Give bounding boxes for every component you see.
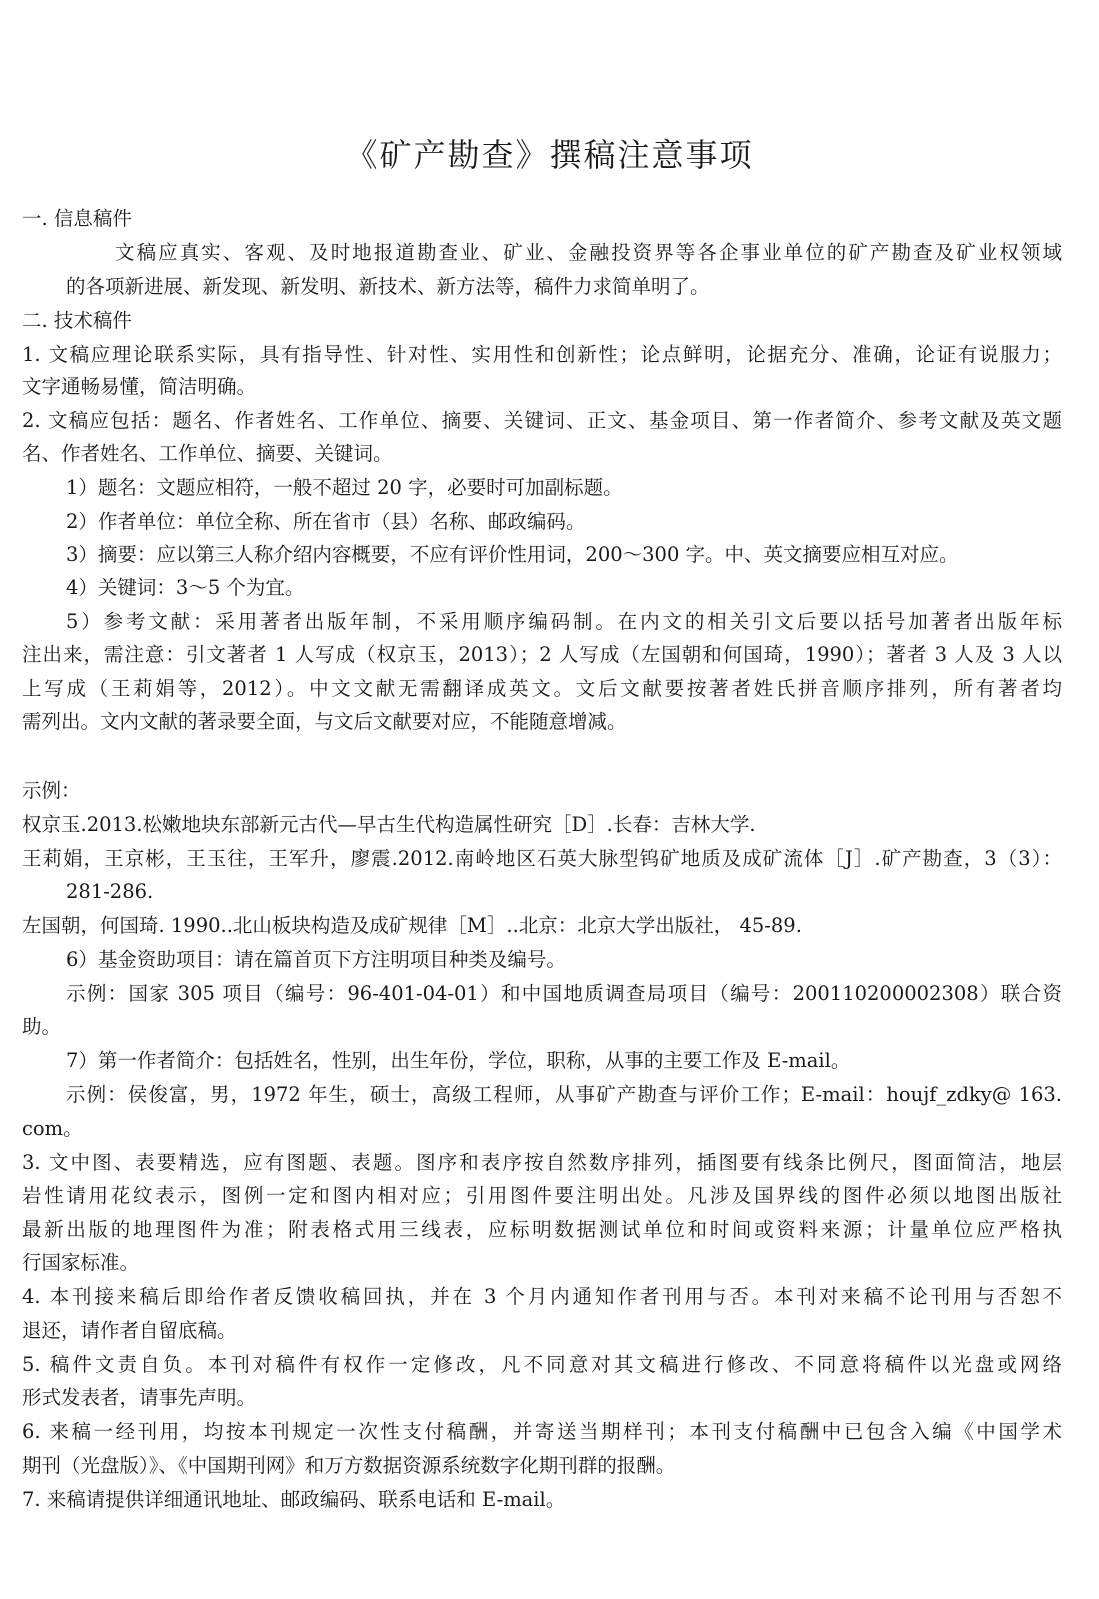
text-line: 名、作者姓名、工作单位、摘要、关键词。: [22, 442, 393, 465]
page-title: 《矿产勘查》撰稿注意事项: [345, 136, 754, 174]
text-line: 形式发表者，请事先声明。: [22, 1386, 257, 1409]
text-line: 二. 技术稿件: [22, 309, 132, 332]
text-line: 助。: [22, 1015, 62, 1038]
text-line: 最新出版的地理图件为准；附表格式用三线表，应标明数据测试单位和时间或资料来源；计量单位应严格执: [22, 1218, 1062, 1241]
text-line: 期刊（光盘版）》、《中国期刊网》和万方数据资源系统数字化期刊群的报酬。: [22, 1454, 676, 1477]
text-line: 退还，请作者自留底稿。: [22, 1319, 237, 1342]
text-line: 文稿应真实、客观、及时地报道勘查业、矿业、金融投资界等各企事业单位的矿产勘查及矿业权领域: [115, 241, 1062, 264]
text-line: 一. 信息稿件: [22, 207, 132, 230]
text-line: 1）题名：文题应相符，一般不超过 20 字，必要时可加副标题。: [66, 476, 623, 499]
text-line: 4. 本刊接来稿后即给作者反馈收稿回执，并在 3 个月内通知作者刊用与否。本刊对来稿不论刊用与否恕不: [22, 1285, 1062, 1308]
text-line: 行国家标准。: [22, 1251, 140, 1274]
text-line: 文字通畅易懂，简洁明确。: [22, 375, 257, 398]
text-line: 6. 来稿一经刊用，均按本刊规定一次性支付稿酬，并寄送当期样刊；本刊支付稿酬中已包含入编《中国学术: [22, 1420, 1062, 1443]
text-line: 7. 来稿请提供详细通讯地址、邮政编码、联系电话和 E-mail。: [22, 1488, 566, 1511]
text-line: 3）摘要：应以第三人称介绍内容概要，不应有评价性用词，200～300 字。中、英文摘要应相互对应。: [66, 543, 959, 566]
text-line: 示例：国家 305 项目（编号：96-401-04-01）和中国地质调查局项目（编号：200110200002308）联合资: [66, 982, 1062, 1005]
text-line: 权京玉.2013.松嫩地块东部新元古代—早古生代构造属性研究［D］.长春：吉林大学.: [22, 813, 756, 836]
text-line: 3. 文中图、表要精选，应有图题、表题。图序和表序按自然数序排列，插图要有线条比例尺，图面简洁，地层: [22, 1151, 1062, 1174]
text-line: 示例：侯俊富，男，1972 年生，硕士，高级工程师，从事矿产勘查与评价工作；E-mail：houjf_zdky@ 163.: [66, 1083, 1062, 1106]
text-line: 1. 文稿应理论联系实际，具有指导性、针对性、实用性和创新性；论点鲜明，论据充分、准确，论证有说服力；: [22, 343, 1062, 366]
text-line: 上写成（王莉娟等，2012）。中文文献无需翻译成英文。文后文献要按著者姓氏拼音顺序排列，所有著者均: [22, 677, 1062, 700]
text-line: com。: [22, 1117, 83, 1140]
text-line: 4）关键词：3～5 个为宜。: [66, 576, 305, 599]
text-line: 示例：: [22, 779, 81, 802]
text-line: 王莉娟，王京彬，王玉往，王军升，廖震.2012.南岭地区石英大脉型钨矿地质及成矿流体［J］.矿产勘查，3（3）：: [22, 847, 1062, 870]
text-line: 5）参考文献：采用著者出版年制，不采用顺序编码制。在内文的相关引文后要以括号加著者出版年标: [66, 610, 1062, 633]
text-line: 5. 稿件文责自负。本刊对稿件有权作一定修改，凡不同意对其文稿进行修改、不同意将稿件以光盘或网络: [22, 1353, 1062, 1376]
text-line: 注出来，需注意：引文著者 1 人写成（权京玉，2013）；2 人写成（左国朝和何国琦，1990）；著者 3 人及 3 人以: [22, 643, 1062, 666]
text-line: 6）基金资助项目：请在篇首页下方注明项目种类及编号。: [66, 948, 566, 971]
text-line: 需列出。文内文献的著录要全面，与文后文献要对应，不能随意增减。: [22, 710, 627, 733]
text-line: 左国朝，何国琦. 1990..北山板块构造及成矿规律［M］..北京：北京大学出版社， 45-89.: [22, 914, 802, 937]
text-line: 的各项新进展、新发现、新发明、新技术、新方法等，稿件力求简单明了。: [66, 275, 710, 298]
text-line: 岩性请用花纹表示，图例一定和图内相对应；引用图件要注明出处。凡涉及国界线的图件必须以地图出版社: [22, 1184, 1062, 1207]
text-line: 281-286.: [66, 880, 154, 903]
text-line: 7）第一作者简介：包括姓名，性别，出生年份，学位，职称，从事的主要工作及 E-mail。: [66, 1049, 851, 1072]
text-line: 2）作者单位：单位全称、所在省市（县）名称、邮政编码。: [66, 510, 586, 533]
text-line: 2. 文稿应包括：题名、作者姓名、工作单位、摘要、关键词、正文、基金项目、第一作者简介、参考文献及英文题: [22, 409, 1062, 432]
